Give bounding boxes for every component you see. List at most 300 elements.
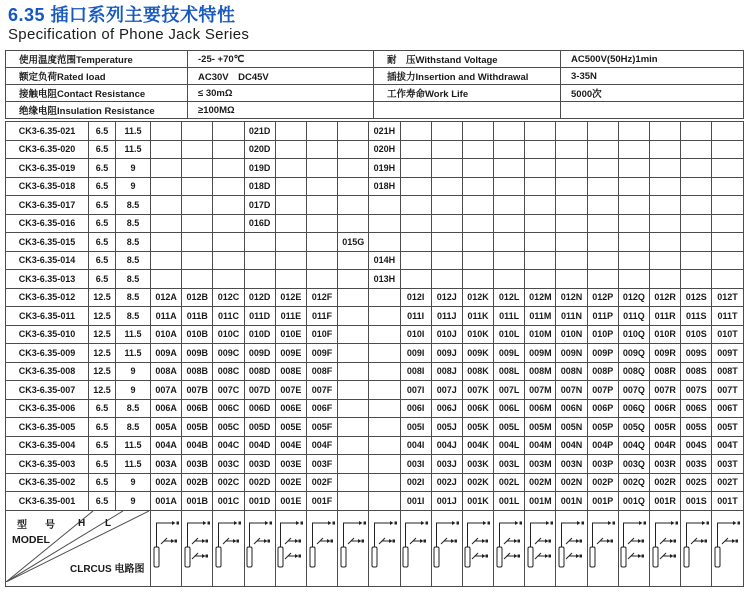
part-code-cell-L: 007L [494, 381, 525, 400]
table-row [6, 159, 744, 178]
part-code-cell-D: 011D [244, 307, 275, 326]
part-code-cell-T [712, 214, 743, 233]
part-code-cell-K: 010K [462, 325, 493, 344]
part-code-cell-R [650, 122, 681, 141]
part-code-cell-M [525, 251, 556, 270]
part-code-cell-R [650, 270, 681, 289]
part-code-cell-N: 005N [556, 418, 587, 437]
part-code-cell-E [275, 233, 306, 252]
part-code-cell-K: 001K [462, 492, 493, 511]
model-matrix-table [5, 121, 744, 511]
spec-value-cell: ≤ 30mΩ [188, 85, 374, 102]
footer-header-cell [6, 511, 151, 587]
h-dimension-cell: 6.5 [89, 122, 116, 141]
part-code-cell-A [151, 140, 182, 159]
part-code-cell-N [556, 251, 587, 270]
part-code-cell-M: 012M [525, 288, 556, 307]
part-code-cell-D: 005D [244, 418, 275, 437]
part-code-cell-L [494, 196, 525, 215]
part-code-cell-T: 011T [712, 307, 743, 326]
part-code-cell-R: 006R [650, 399, 681, 418]
h-dimension-cell: 6.5 [89, 399, 116, 418]
circuit-diagram-icon [495, 511, 524, 581]
part-code-cell-R: 005R [650, 418, 681, 437]
part-code-cell-T [712, 140, 743, 159]
part-code-cell-P [587, 214, 618, 233]
model-cell: CK3-6.35-008 [6, 362, 89, 381]
part-code-cell-C [213, 122, 244, 141]
part-code-cell-G [338, 159, 369, 178]
part-code-cell-B [182, 140, 213, 159]
part-code-cell-L: 004L [494, 436, 525, 455]
part-code-cell-L: 005L [494, 418, 525, 437]
table-row [6, 233, 744, 252]
part-code-cell-M: 002M [525, 473, 556, 492]
part-code-cell-H [369, 455, 400, 474]
part-code-cell-E: 011E [275, 307, 306, 326]
part-code-cell-B [182, 196, 213, 215]
part-code-cell-D [244, 233, 275, 252]
l-dimension-cell: 9 [116, 362, 151, 381]
part-code-cell-I: 009I [400, 344, 431, 363]
part-code-cell-C [213, 214, 244, 233]
part-code-cell-F: 001F [306, 492, 337, 511]
part-code-cell-A: 006A [151, 399, 182, 418]
part-code-cell-Q: 008Q [618, 362, 649, 381]
part-code-cell-M [525, 270, 556, 289]
part-code-cell-E: 002E [275, 473, 306, 492]
table-row [6, 473, 744, 492]
circuit-cell-Q [618, 511, 649, 587]
h-dimension-cell: 12.5 [89, 344, 116, 363]
part-code-cell-T [712, 159, 743, 178]
part-code-cell-P: 011P [587, 307, 618, 326]
part-code-cell-E [275, 270, 306, 289]
part-code-cell-D: 016D [244, 214, 275, 233]
l-dimension-cell: 9 [116, 492, 151, 511]
part-code-cell-P: 003P [587, 455, 618, 474]
h-dimension-cell: 6.5 [89, 270, 116, 289]
part-code-cell-L [494, 122, 525, 141]
part-code-cell-I: 004I [400, 436, 431, 455]
part-code-cell-Q: 003Q [618, 455, 649, 474]
spec-label-cell: 额定负荷Rated load [6, 68, 188, 85]
part-code-cell-M: 006M [525, 399, 556, 418]
part-code-cell-T: 001T [712, 492, 743, 511]
h-dimension-cell: 12.5 [89, 288, 116, 307]
spec-label-cell [374, 102, 561, 119]
part-code-cell-M: 007M [525, 381, 556, 400]
l-dimension-cell: 11.5 [116, 325, 151, 344]
part-code-cell-S [681, 122, 712, 141]
circuit-diagram-icon [308, 511, 337, 581]
part-code-cell-C [213, 270, 244, 289]
part-code-cell-Q [618, 233, 649, 252]
part-code-cell-Q [618, 196, 649, 215]
circuit-diagram-icon [713, 511, 742, 581]
l-column-label: L [105, 518, 112, 529]
part-code-cell-K [462, 214, 493, 233]
part-code-cell-G [338, 455, 369, 474]
part-code-cell-T: 003T [712, 455, 743, 474]
part-code-cell-K: 005K [462, 418, 493, 437]
circuit-diagram-icon [339, 511, 368, 581]
part-code-cell-G [338, 492, 369, 511]
part-code-cell-Q: 001Q [618, 492, 649, 511]
part-code-cell-R [650, 196, 681, 215]
l-dimension-cell: 8.5 [116, 288, 151, 307]
part-code-cell-F: 002F [306, 473, 337, 492]
table-row [6, 140, 744, 159]
circuit-cell-F [306, 511, 337, 587]
part-code-cell-L: 009L [494, 344, 525, 363]
model-matrix-body [6, 122, 744, 511]
part-code-cell-A [151, 270, 182, 289]
part-code-cell-C: 004C [213, 436, 244, 455]
part-code-cell-A: 003A [151, 455, 182, 474]
part-code-cell-B [182, 270, 213, 289]
l-dimension-cell: 8.5 [116, 399, 151, 418]
part-code-cell-K: 002K [462, 473, 493, 492]
part-code-cell-D: 006D [244, 399, 275, 418]
part-code-cell-E [275, 159, 306, 178]
part-code-cell-Q [618, 140, 649, 159]
table-row [6, 492, 744, 511]
part-code-cell-K [462, 270, 493, 289]
table-row [6, 362, 744, 381]
part-code-cell-F: 006F [306, 399, 337, 418]
part-code-cell-G [338, 270, 369, 289]
spec-label-cell: 插拔力Insertion and Withdrawal [374, 68, 561, 85]
part-code-cell-E: 012E [275, 288, 306, 307]
part-code-cell-H: 013H [369, 270, 400, 289]
part-code-cell-D: 020D [244, 140, 275, 159]
part-code-cell-C: 002C [213, 473, 244, 492]
part-code-cell-E: 003E [275, 455, 306, 474]
l-dimension-cell: 8.5 [116, 418, 151, 437]
part-code-cell-A [151, 196, 182, 215]
part-code-cell-F: 004F [306, 436, 337, 455]
circuit-cell-I [400, 511, 431, 587]
part-code-cell-Q: 010Q [618, 325, 649, 344]
part-code-cell-K [462, 159, 493, 178]
part-code-cell-B [182, 251, 213, 270]
part-code-cell-L: 001L [494, 492, 525, 511]
part-code-cell-B [182, 177, 213, 196]
part-code-cell-E [275, 177, 306, 196]
part-code-cell-N [556, 196, 587, 215]
h-dimension-cell: 12.5 [89, 325, 116, 344]
part-code-cell-P [587, 270, 618, 289]
part-code-cell-P [587, 140, 618, 159]
circuit-cell-R [650, 511, 681, 587]
part-code-cell-S: 005S [681, 418, 712, 437]
part-code-cell-K [462, 251, 493, 270]
part-code-cell-J: 004J [431, 436, 462, 455]
part-code-cell-D: 017D [244, 196, 275, 215]
part-code-cell-P [587, 251, 618, 270]
part-code-cell-I [400, 177, 431, 196]
part-code-cell-F: 005F [306, 418, 337, 437]
part-code-cell-F: 011F [306, 307, 337, 326]
part-code-cell-J [431, 270, 462, 289]
part-code-cell-S: 010S [681, 325, 712, 344]
h-dimension-cell: 6.5 [89, 233, 116, 252]
part-code-cell-S [681, 196, 712, 215]
part-code-cell-Q: 004Q [618, 436, 649, 455]
part-code-cell-G [338, 399, 369, 418]
part-code-cell-Q: 012Q [618, 288, 649, 307]
part-code-cell-P: 004P [587, 436, 618, 455]
spec-label-cell: 接触电阻Contact Resistance [6, 85, 188, 102]
part-code-cell-I: 010I [400, 325, 431, 344]
part-code-cell-C: 003C [213, 455, 244, 474]
part-code-cell-M [525, 159, 556, 178]
part-code-cell-S: 006S [681, 399, 712, 418]
part-code-cell-F: 009F [306, 344, 337, 363]
part-code-cell-P: 012P [587, 288, 618, 307]
table-row [6, 436, 744, 455]
part-code-cell-M [525, 214, 556, 233]
part-code-cell-I [400, 214, 431, 233]
part-code-cell-B: 011B [182, 307, 213, 326]
page-title: 6.35 插口系列主要技术特性 [8, 5, 236, 25]
circuit-diagram-icon [432, 511, 461, 581]
part-code-cell-C: 006C [213, 399, 244, 418]
part-code-cell-A: 001A [151, 492, 182, 511]
part-code-cell-D: 007D [244, 381, 275, 400]
table-row [6, 214, 744, 233]
spec-row [6, 68, 744, 85]
part-code-cell-S [681, 233, 712, 252]
part-code-cell-G [338, 381, 369, 400]
part-code-cell-N: 001N [556, 492, 587, 511]
spec-label-cell: 工作寿命Work Life [374, 85, 561, 102]
part-code-cell-Q [618, 159, 649, 178]
circuit-cell-N [556, 511, 587, 587]
part-code-cell-L [494, 251, 525, 270]
circuit-diagram-icon [183, 511, 212, 581]
part-code-cell-T: 004T [712, 436, 743, 455]
part-code-cell-I: 012I [400, 288, 431, 307]
part-code-cell-H [369, 288, 400, 307]
spec-label-cell: 绝缘电阻Insulation Resistance [6, 102, 188, 119]
part-code-cell-P [587, 177, 618, 196]
table-row [6, 270, 744, 289]
table-row [6, 288, 744, 307]
part-code-cell-B [182, 122, 213, 141]
part-code-cell-K [462, 196, 493, 215]
part-code-cell-N: 007N [556, 381, 587, 400]
h-dimension-cell: 12.5 [89, 381, 116, 400]
circuit-diagram-icon [588, 511, 617, 581]
part-code-cell-C: 005C [213, 418, 244, 437]
part-code-cell-C [213, 177, 244, 196]
table-row [6, 344, 744, 363]
part-code-cell-Q [618, 270, 649, 289]
part-code-cell-B: 004B [182, 436, 213, 455]
circuit-cell-M [525, 511, 556, 587]
part-code-cell-F [306, 233, 337, 252]
circuit-diagram-icon [682, 511, 711, 581]
model-cell: CK3-6.35-014 [6, 251, 89, 270]
part-code-cell-D: 019D [244, 159, 275, 178]
part-code-cell-Q: 002Q [618, 473, 649, 492]
l-dimension-cell: 8.5 [116, 196, 151, 215]
part-code-cell-A: 012A [151, 288, 182, 307]
part-code-cell-C: 011C [213, 307, 244, 326]
part-code-cell-F [306, 159, 337, 178]
l-dimension-cell: 9 [116, 177, 151, 196]
l-dimension-cell: 11.5 [116, 344, 151, 363]
part-code-cell-P: 009P [587, 344, 618, 363]
circuit-diagram-icon [214, 511, 243, 581]
part-code-cell-N [556, 233, 587, 252]
part-code-cell-R [650, 233, 681, 252]
spec-value-cell: AC30V DC45V [188, 68, 374, 85]
part-code-cell-N [556, 177, 587, 196]
part-code-cell-C [213, 159, 244, 178]
part-code-cell-C: 009C [213, 344, 244, 363]
part-code-cell-J: 002J [431, 473, 462, 492]
part-code-cell-P [587, 122, 618, 141]
part-code-cell-F: 003F [306, 455, 337, 474]
part-code-cell-E: 007E [275, 381, 306, 400]
part-code-cell-R: 009R [650, 344, 681, 363]
part-code-cell-N: 011N [556, 307, 587, 326]
part-code-cell-K [462, 233, 493, 252]
table-row [6, 177, 744, 196]
model-cell: CK3-6.35-013 [6, 270, 89, 289]
part-code-cell-H [369, 196, 400, 215]
part-code-cell-F [306, 214, 337, 233]
part-code-cell-F: 008F [306, 362, 337, 381]
part-code-cell-M: 011M [525, 307, 556, 326]
part-code-cell-P [587, 196, 618, 215]
part-code-cell-I [400, 233, 431, 252]
part-code-cell-T [712, 251, 743, 270]
part-code-cell-R: 011R [650, 307, 681, 326]
part-code-cell-B [182, 159, 213, 178]
part-code-cell-C [213, 233, 244, 252]
model-cell: CK3-6.35-020 [6, 140, 89, 159]
part-code-cell-I: 003I [400, 455, 431, 474]
part-code-cell-H [369, 307, 400, 326]
part-code-cell-K: 003K [462, 455, 493, 474]
part-code-cell-A: 009A [151, 344, 182, 363]
part-code-cell-P: 007P [587, 381, 618, 400]
part-code-cell-H: 019H [369, 159, 400, 178]
part-code-cell-G [338, 362, 369, 381]
part-code-cell-A: 008A [151, 362, 182, 381]
part-code-cell-C [213, 140, 244, 159]
circuit-cell-P [587, 511, 618, 587]
part-code-cell-M: 005M [525, 418, 556, 437]
part-code-cell-M: 009M [525, 344, 556, 363]
part-code-cell-B: 002B [182, 473, 213, 492]
part-code-cell-J: 010J [431, 325, 462, 344]
part-code-cell-H [369, 214, 400, 233]
circuit-footer-table [5, 510, 744, 587]
part-code-cell-B [182, 214, 213, 233]
l-dimension-cell: 8.5 [116, 214, 151, 233]
part-code-cell-T: 007T [712, 381, 743, 400]
l-dimension-cell: 8.5 [116, 233, 151, 252]
part-code-cell-E [275, 214, 306, 233]
table-row [6, 122, 744, 141]
table-row [6, 251, 744, 270]
part-code-cell-I [400, 270, 431, 289]
part-code-cell-T: 006T [712, 399, 743, 418]
part-code-cell-S: 011S [681, 307, 712, 326]
part-code-cell-G [338, 177, 369, 196]
part-code-cell-K: 007K [462, 381, 493, 400]
part-code-cell-N: 006N [556, 399, 587, 418]
l-dimension-cell: 8.5 [116, 251, 151, 270]
part-code-cell-K: 006K [462, 399, 493, 418]
part-code-cell-L: 003L [494, 455, 525, 474]
part-code-cell-E: 008E [275, 362, 306, 381]
circuit-cell-E [275, 511, 306, 587]
part-code-cell-B: 001B [182, 492, 213, 511]
circuit-diagram-icon [463, 511, 492, 581]
part-code-cell-I: 006I [400, 399, 431, 418]
part-code-cell-A [151, 251, 182, 270]
part-code-cell-M: 008M [525, 362, 556, 381]
part-code-cell-K [462, 122, 493, 141]
part-code-cell-M [525, 122, 556, 141]
part-code-cell-D: 008D [244, 362, 275, 381]
h-dimension-cell: 6.5 [89, 436, 116, 455]
h-dimension-cell: 12.5 [89, 362, 116, 381]
model-cell: CK3-6.35-003 [6, 455, 89, 474]
part-code-cell-H: 021H [369, 122, 400, 141]
h-dimension-cell: 6.5 [89, 159, 116, 178]
part-code-cell-K: 011K [462, 307, 493, 326]
part-code-cell-S [681, 177, 712, 196]
spec-value-cell: 3-35N [561, 68, 744, 85]
part-code-cell-J: 001J [431, 492, 462, 511]
part-code-cell-R: 008R [650, 362, 681, 381]
part-code-cell-J [431, 214, 462, 233]
part-code-cell-N: 004N [556, 436, 587, 455]
model-cell: CK3-6.35-018 [6, 177, 89, 196]
part-code-cell-T: 005T [712, 418, 743, 437]
part-code-cell-R: 004R [650, 436, 681, 455]
model-cell: CK3-6.35-002 [6, 473, 89, 492]
part-code-cell-N: 012N [556, 288, 587, 307]
part-code-cell-M [525, 177, 556, 196]
part-code-cell-B: 008B [182, 362, 213, 381]
part-code-cell-R [650, 159, 681, 178]
part-code-cell-D: 010D [244, 325, 275, 344]
part-code-cell-R [650, 177, 681, 196]
model-cell: CK3-6.35-017 [6, 196, 89, 215]
part-code-cell-D: 002D [244, 473, 275, 492]
part-code-cell-B: 006B [182, 399, 213, 418]
circuit-diagram-icon [401, 511, 430, 581]
part-code-cell-G [338, 344, 369, 363]
part-code-cell-E: 006E [275, 399, 306, 418]
part-code-cell-E [275, 140, 306, 159]
model-cell: CK3-6.35-015 [6, 233, 89, 252]
part-code-cell-N: 003N [556, 455, 587, 474]
part-code-cell-J: 012J [431, 288, 462, 307]
h-dimension-cell: 6.5 [89, 177, 116, 196]
part-code-cell-S: 008S [681, 362, 712, 381]
part-code-cell-G [338, 122, 369, 141]
part-code-cell-L: 011L [494, 307, 525, 326]
